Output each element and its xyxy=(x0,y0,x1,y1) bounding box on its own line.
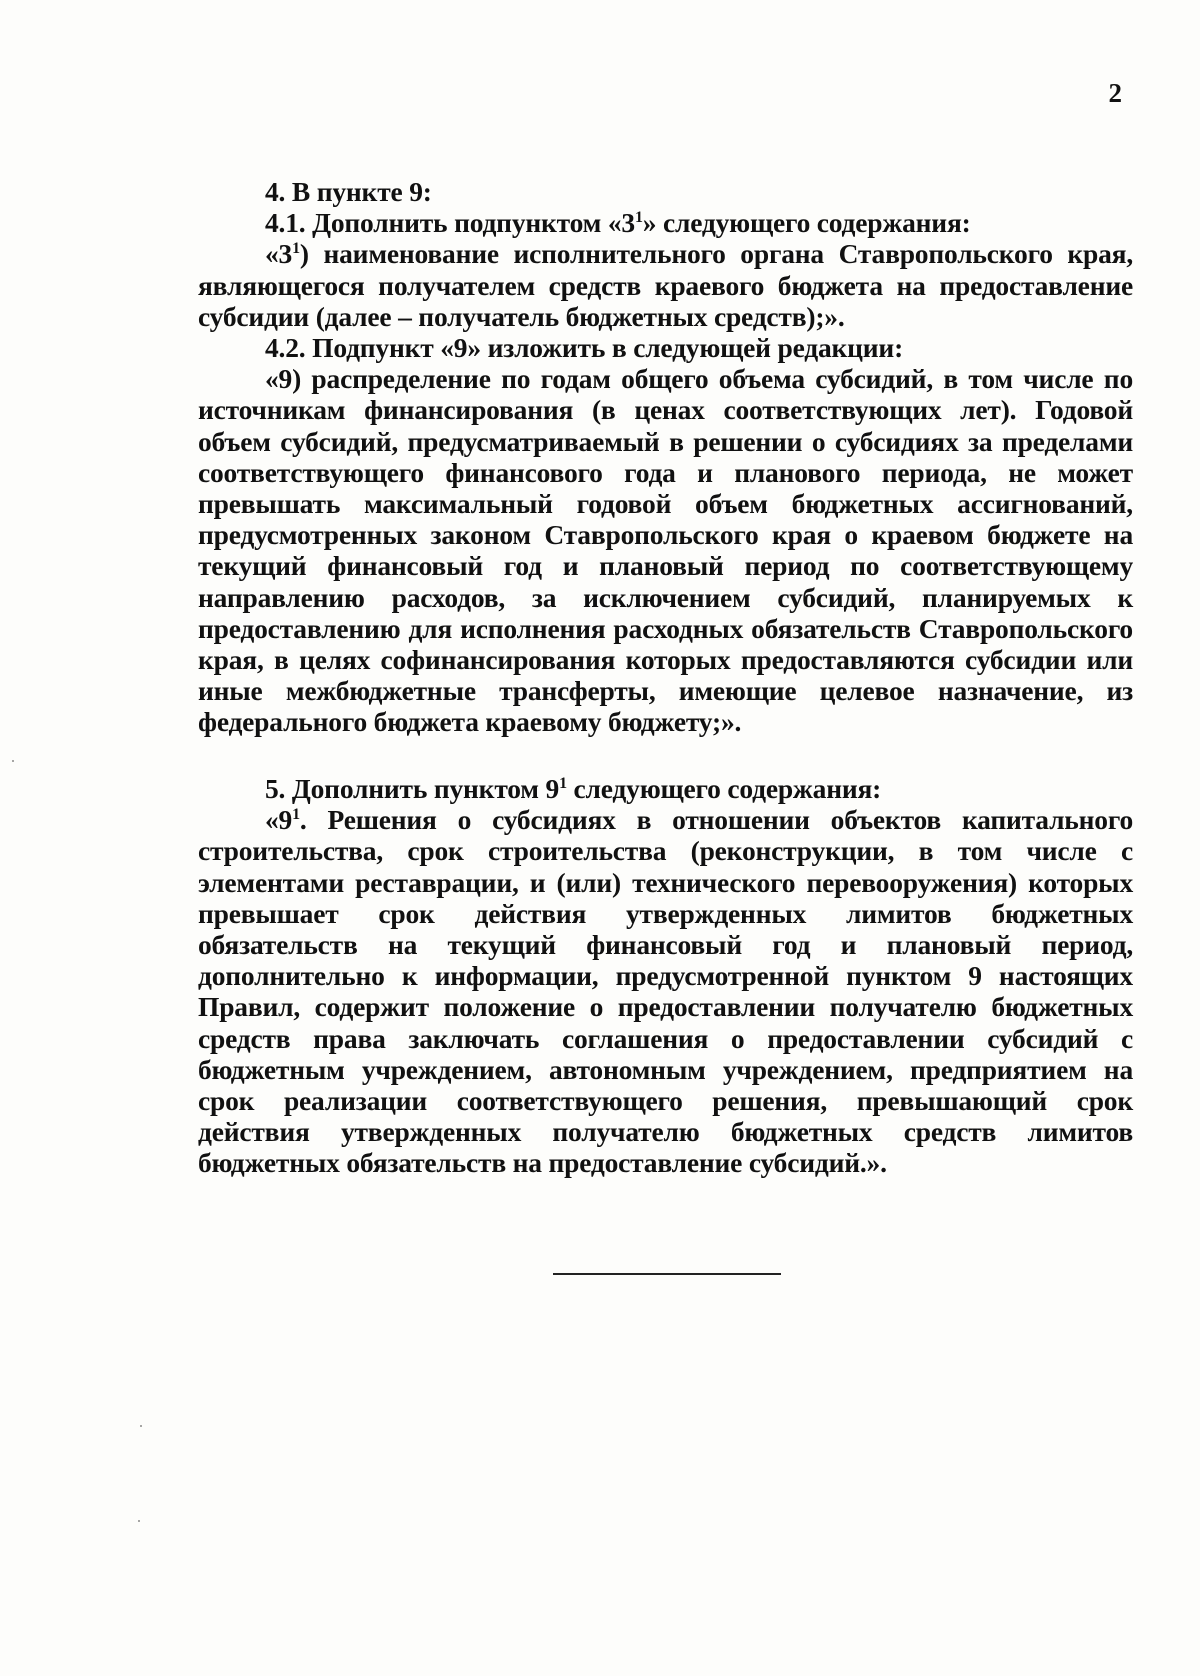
section-5-quote-text: . Решения о субсидиях в отношении объектов капитального строительства, срок строительства (реконструкции, в том числе с элементами реставрации, и (или) технического перевооружения) которых превышает срок действия утвержденных лимитов бюджетных обязательств на текущий финансовый год и плановый период, дополнительно к информации, предусмотренной пунктом 9 настоящих Правил, содержит положение о предоставлении получателю бюджетных средств права заключать соглашения о предоставлении субсидий с бюджетным учреждением, автономным учреждением, предприятием на срок реализации соответствующего решения, превышающий срок действия утвержденных получателю бюджетных средств лимитов бюджетных обязательств на предоставление субсидий.». xyxy=(198,804,1133,1179)
scan-speck xyxy=(138,1520,140,1522)
section-4 xyxy=(198,176,1133,738)
scan-speck xyxy=(12,760,14,762)
page-number: 2 xyxy=(1108,78,1122,108)
section-5-quote xyxy=(198,804,1133,1178)
section-5-lead-text-end: следующего содержания: xyxy=(566,773,882,804)
item-4-2-quote: «9) распределение по годам общего объема субсидий, в том числе по источникам финансирования (в ценах соответствующих лет). Годовой объем субсидий, предусматриваемый в решении о субсидиях за пределами соответствующего финансового года и планового периода, не может превышать максимальный годовой объем бюджетных ассигнований, предусмотренных законом Ставропольского края о краевом бюджете на текущий финансовый год и плановый период по соответствующему направлению расходов, за исключением субсидий, планируемых к предоставлению для исполнения расходных обязательств Ставропольского края, в целях софинансирования которых предоставляются субсидии или иные межбюджетные трансферты, имеющие целевое назначение, из федерального бюджета краевому бюджету;». xyxy=(198,363,1133,738)
superscript: 1 xyxy=(292,806,300,824)
section-4-heading: 4. В пункте 9: xyxy=(265,176,432,207)
superscript: 1 xyxy=(292,240,300,258)
section-5-quote-open: «9 xyxy=(265,804,293,836)
section-5 xyxy=(198,773,1133,1179)
item-4-1-lead xyxy=(198,207,1133,238)
item-4-1-quote-text: ) наименование исполнительного органа Ставропольского края, являющегося получателем средств краевого бюджета на предоставление субсидии (далее – получатель бюджетных средств);». xyxy=(198,238,1133,332)
item-4-1-quote-open: «3 xyxy=(265,238,293,270)
end-separator-line xyxy=(553,1273,781,1275)
superscript: 1 xyxy=(559,774,567,792)
item-4-1-quote xyxy=(198,238,1133,332)
scan-speck xyxy=(140,1425,142,1427)
superscript: 1 xyxy=(634,209,643,227)
section-5-lead xyxy=(198,773,1133,804)
item-4-2-lead: 4.2. Подпункт «9» изложить в следующей редакции: xyxy=(265,332,904,364)
section-5-lead-text: 5. Дополнить пунктом 9 xyxy=(265,773,560,804)
item-4-1-lead-text-end: » следующего содержания: xyxy=(642,207,971,239)
item-4-1-lead-text: 4.1. Дополнить подпунктом «3 xyxy=(265,207,635,239)
